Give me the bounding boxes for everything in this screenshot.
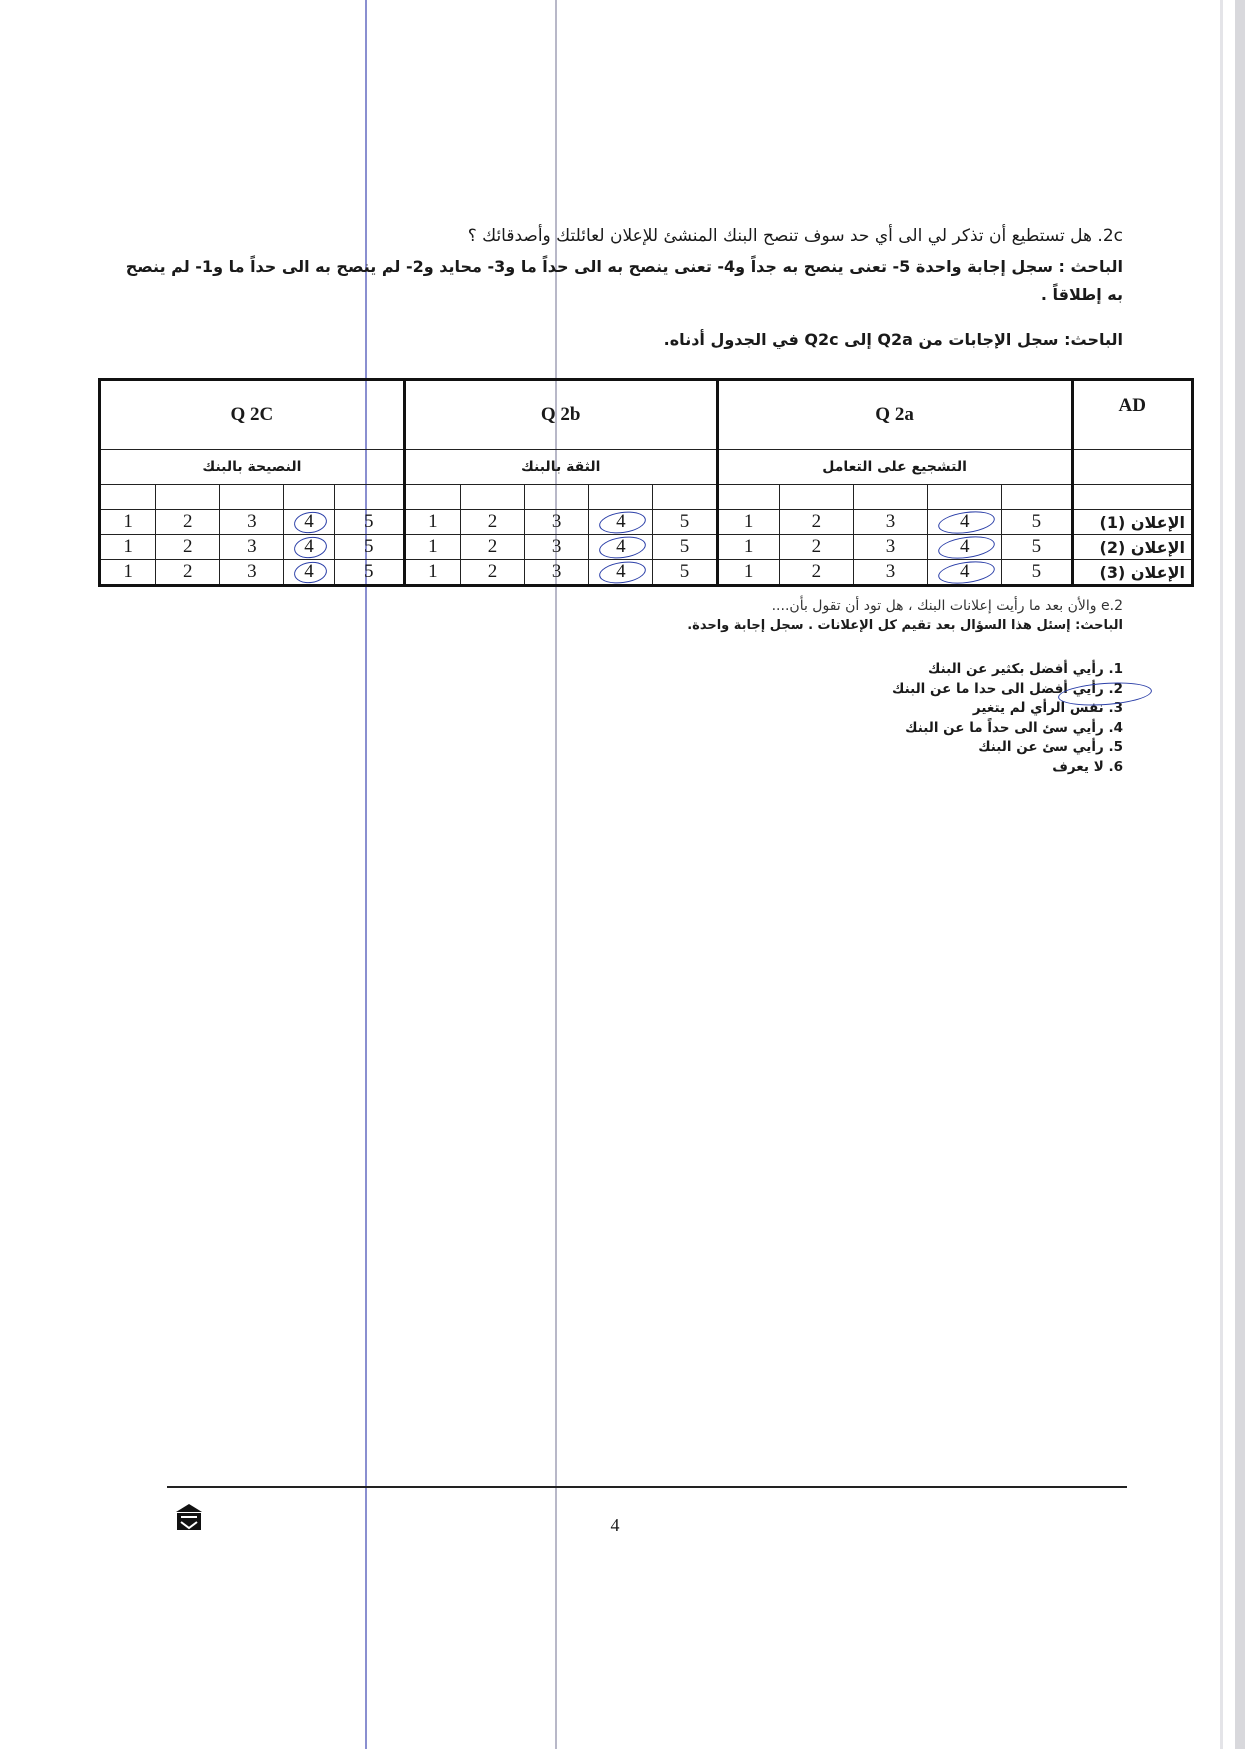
q2b-cell: 5 [653, 560, 717, 586]
q2c-cell: 3 [220, 560, 284, 586]
option-label: رأيي سئ الى حداً ما عن البنك [905, 719, 1104, 736]
q2c-cell: 1 [100, 560, 156, 586]
question-2e-text: 2.e والأن بعد ما رأيت إعلانات البنك ، هل تود أن تقول بأن.... [771, 598, 1123, 614]
group-q2b-label: الثقة بالبنك [404, 450, 717, 485]
option-num: 1. [1108, 661, 1123, 677]
option-num: 2. [1108, 680, 1123, 697]
q2c-cell: 3 [220, 510, 284, 535]
option-num: 3. [1108, 700, 1123, 716]
q2b-cell-circled: 4 [589, 560, 653, 586]
q2a-cell-circled: 4 [928, 535, 1002, 560]
table-row [100, 535, 1193, 560]
q2c-cell: 2 [156, 510, 220, 535]
q2b-cell: 1 [404, 535, 460, 560]
page-number: 4 [610, 1515, 620, 1535]
q2b-cell: 1 [404, 510, 460, 535]
q2b-cell: 2 [460, 535, 524, 560]
option-6 [523, 758, 1123, 778]
q2a-cell-circled: 4 [928, 560, 1002, 586]
option-label: رأيي سئ عن البنك [978, 739, 1104, 755]
ad-row-label: الإعلان (2) [1072, 535, 1192, 560]
q2c-cell: 1 [100, 510, 156, 535]
q2a-cell: 3 [853, 510, 927, 535]
q2c-cell: 5 [334, 560, 404, 586]
option-label: لا يعرف [1052, 758, 1104, 775]
ad-sub-blank [1072, 450, 1192, 485]
q2c-cell: 2 [156, 535, 220, 560]
q2b-cell: 2 [460, 510, 524, 535]
q2a-cell: 1 [717, 510, 779, 535]
q2a-cell: 3 [853, 535, 927, 560]
ad-header: AD [1072, 380, 1192, 450]
q2c-cell: 3 [220, 535, 284, 560]
building-logo-icon [174, 1502, 204, 1532]
q2b-cell: 3 [525, 560, 589, 586]
q2a-cell: 1 [717, 560, 779, 586]
q2a-cell: 1 [717, 535, 779, 560]
table-row [100, 510, 1193, 535]
scan-right-edge [1235, 0, 1245, 1749]
group-q2c-label: النصيحة بالبنك [100, 450, 405, 485]
q2b-cell: 3 [525, 535, 589, 560]
question-2c-instruction: الباحث : سجل إجابة واحدة 5- تعنى ينصح به جداً و4- تعنى ينصح به الى حداً ما و3- محايد و2- لم ينصح به الى حداً ما و1- لم ينصح به إطلاقاً . [125, 257, 1123, 304]
q2a-cell: 5 [1002, 535, 1072, 560]
option-label: نفس الرأي لم يتغير [972, 700, 1104, 716]
q2a-cell: 3 [853, 560, 927, 586]
q2a-cell: 2 [779, 535, 853, 560]
q2b-cell: 5 [653, 535, 717, 560]
response-grid [98, 378, 1194, 587]
option-3 [523, 699, 1123, 719]
option-num: 4. [1108, 719, 1123, 736]
q2b-cell: 3 [525, 510, 589, 535]
group-q2a-code: Q 2a [717, 380, 1072, 450]
q2a-cell: 5 [1002, 510, 1072, 535]
question-2e-options [523, 660, 1123, 777]
table-row [100, 560, 1193, 586]
q2a-cell-circled: 4 [928, 510, 1002, 535]
group-q2b-code: Q 2b [404, 380, 717, 450]
ad-row-label: الإعلان (1) [1072, 510, 1192, 535]
q2a-cell: 2 [779, 560, 853, 586]
option-label: رأيي أفضل الى حدا ما عن البنك [892, 680, 1104, 697]
option-num: 6. [1108, 758, 1123, 775]
q2b-cell-circled: 4 [589, 510, 653, 535]
q2c-cell: 5 [334, 535, 404, 560]
q2b-cell: 2 [460, 560, 524, 586]
question-2e-instruction: الباحث: إسئل هذا السؤال بعد تقيم كل الإعلانات . سجل إجابة واحدة. [687, 618, 1123, 633]
q2c-cell-circled: 4 [284, 535, 334, 560]
q2b-cell-circled: 4 [589, 535, 653, 560]
q2b-cell: 5 [653, 510, 717, 535]
record-note: الباحث: سجل الإجابات من Q2a إلى Q2c في الجدول أدناه. [663, 330, 1123, 349]
group-q2a-label: التشجيع على التعامل [717, 450, 1072, 485]
ad-row-label: الإعلان (3) [1072, 560, 1192, 586]
q2c-cell: 1 [100, 535, 156, 560]
scan-right-edge-inner [1220, 0, 1223, 1749]
option-num: 5. [1108, 739, 1123, 755]
question-2c-text: 2c. هل تستطيع أن تذكر لي الى أي حد سوف تنصح البنك المنشئ للإعلان لعائلتك وأصدقائك ؟ [467, 226, 1123, 246]
option-label: رأيي أفضل بكثير عن البنك [928, 661, 1104, 677]
q2c-cell-circled: 4 [284, 560, 334, 586]
group-q2c-code: Q 2C [100, 380, 405, 450]
q2a-cell: 5 [1002, 560, 1072, 586]
q2c-cell: 2 [156, 560, 220, 586]
option-2-selected [523, 680, 1123, 700]
option-5 [523, 738, 1123, 758]
q2a-cell: 2 [779, 510, 853, 535]
q2c-cell: 5 [334, 510, 404, 535]
option-4 [523, 719, 1123, 739]
q2b-cell: 1 [404, 560, 460, 586]
footer-rule [167, 1486, 1127, 1488]
option-1 [523, 660, 1123, 680]
q2c-cell-circled: 4 [284, 510, 334, 535]
